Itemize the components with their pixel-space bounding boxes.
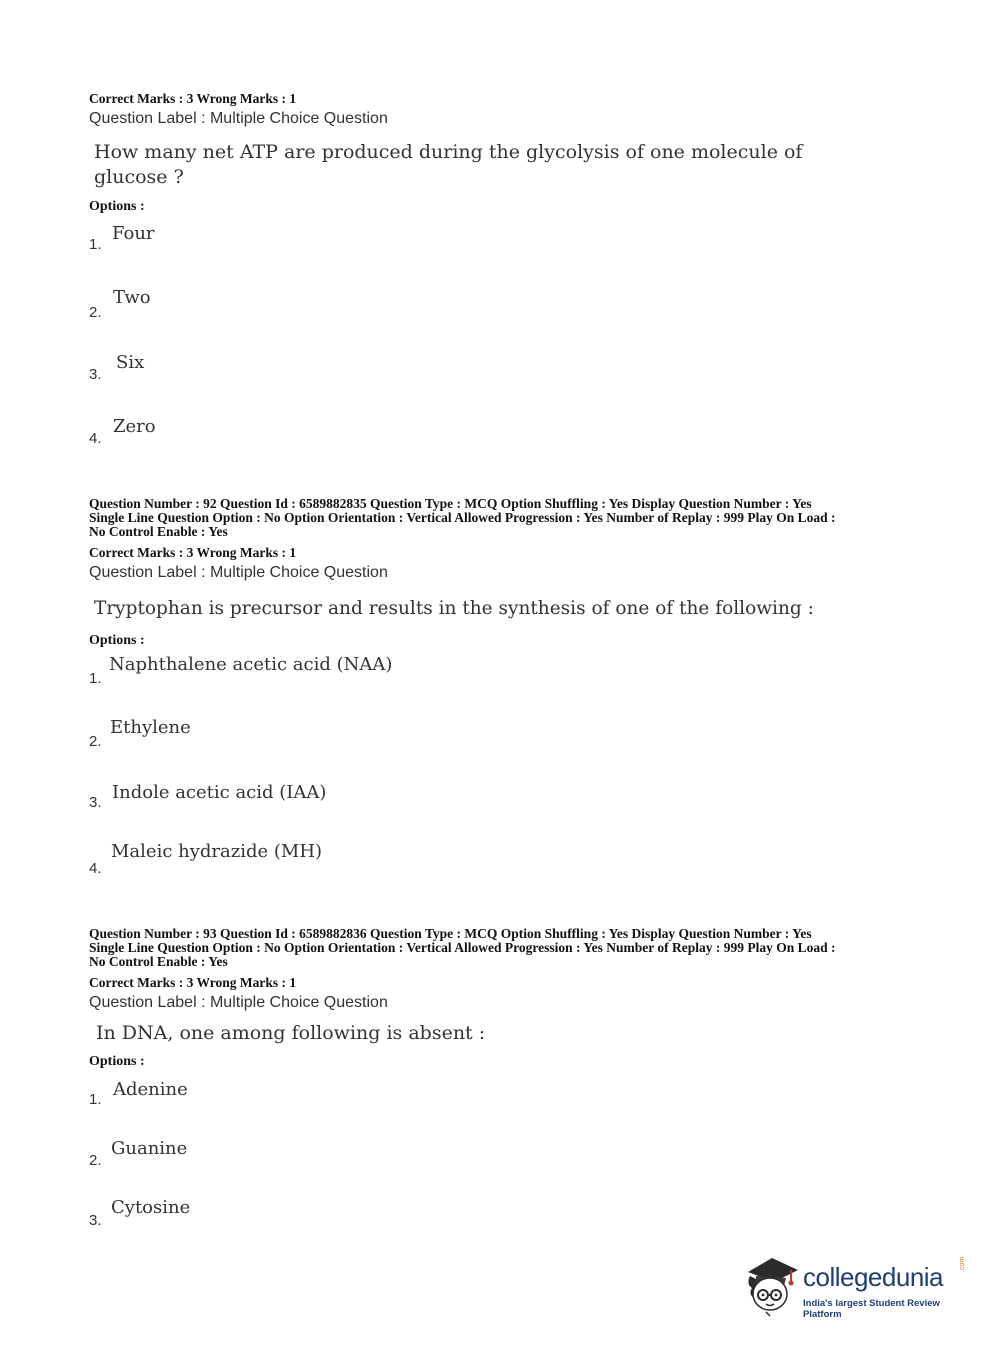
q93-option-2-number: 2. <box>89 1152 102 1169</box>
q92-question-label: Question Label : Multiple Choice Question <box>89 564 388 581</box>
q92-option-2-text[interactable]: Ethylene <box>110 717 191 738</box>
q91-question-line1: How many net ATP are produced during the glycolysis of one molecule of <box>94 141 803 163</box>
q92-option-4-number: 4. <box>89 860 102 877</box>
q93-meta-line3: No Control Enable : Yes <box>89 954 228 969</box>
q91-marks: Correct Marks : 3 Wrong Marks : 1 <box>89 91 297 106</box>
q92-meta-line2: Single Line Question Option : No Option Orientation : Vertical Allowed Progression : Yes Number of Replay : 999 Play On Load : <box>89 510 836 525</box>
q92-option-3-number: 3. <box>89 794 102 811</box>
logo-tagline: India's largest Student Review Platform <box>803 1298 940 1320</box>
q92-options-label: Options : <box>89 633 145 648</box>
q92-marks: Correct Marks : 3 Wrong Marks : 1 <box>89 545 297 560</box>
q91-option-2-number: 2. <box>89 304 102 321</box>
q91-question-label: Question Label : Multiple Choice Question <box>89 110 388 127</box>
q93-option-3-number: 3. <box>89 1212 102 1229</box>
q91-option-3-text[interactable]: Six <box>116 352 145 373</box>
q93-question: In DNA, one among following is absent : <box>96 1022 486 1044</box>
q93-option-3-text[interactable]: Cytosine <box>111 1197 191 1218</box>
q91-options-label: Options : <box>89 199 145 214</box>
q93-question-label: Question Label : Multiple Choice Question <box>89 994 388 1011</box>
q93-option-2-text[interactable]: Guanine <box>111 1138 188 1159</box>
q93-meta-line2: Single Line Question Option : No Option Orientation : Vertical Allowed Progression : Yes Number of Replay : 999 Play On Load : <box>89 940 836 955</box>
q91-option-1-text[interactable]: Four <box>112 223 155 244</box>
q93-options-label: Options : <box>89 1054 145 1069</box>
q91-option-3-number: 3. <box>89 366 102 383</box>
q93-option-1-text[interactable]: Adenine <box>113 1079 188 1100</box>
q93-option-1-number: 1. <box>89 1091 102 1108</box>
student-mascot-icon <box>742 1250 802 1320</box>
q92-question: Tryptophan is precursor and results in the synthesis of one of the following : <box>94 598 814 619</box>
q93-meta-line1: Question Number : 93 Question Id : 6589882836 Question Type : MCQ Option Shuffling : Yes Display Question Number : Yes <box>89 926 812 941</box>
q92-option-2-number: 2. <box>89 733 102 750</box>
q92-option-1-text[interactable]: Naphthalene acetic acid (NAA) <box>109 654 393 675</box>
q92-option-1-number: 1. <box>89 670 102 687</box>
q91-option-4-number: 4. <box>89 430 102 447</box>
q91-option-4-text[interactable]: Zero <box>113 416 156 437</box>
q91-option-2-text[interactable]: Two <box>113 287 151 308</box>
logo-wordmark: collegedunia <box>803 1262 944 1292</box>
q91-question-line2: glucose ? <box>94 166 184 188</box>
q91-option-1-number: 1. <box>89 236 102 253</box>
q93-marks: Correct Marks : 3 Wrong Marks : 1 <box>89 975 297 990</box>
q92-meta-line3: No Control Enable : Yes <box>89 524 228 539</box>
collegedunia-logo[interactable] <box>742 1250 972 1320</box>
logo-domain-suffix: .com <box>959 1256 966 1272</box>
q92-option-3-text[interactable]: Indole acetic acid (IAA) <box>112 782 327 803</box>
q92-option-4-text[interactable]: Maleic hydrazide (MH) <box>111 841 323 862</box>
q92-meta-line1: Question Number : 92 Question Id : 6589882835 Question Type : MCQ Option Shuffling : Yes Display Question Number : Yes <box>89 496 812 511</box>
